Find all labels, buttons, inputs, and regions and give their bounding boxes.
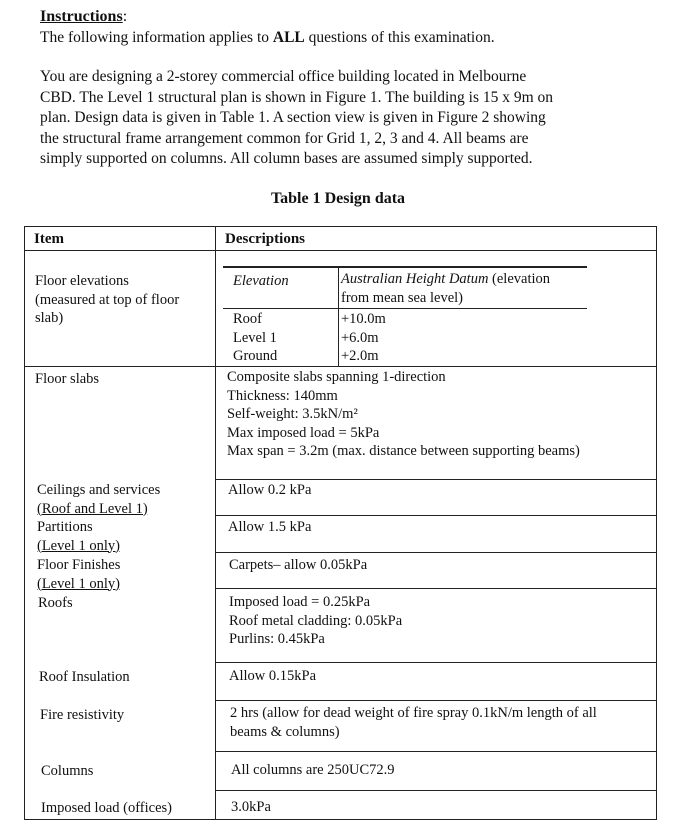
row-floor-slabs-item: Floor slabs <box>35 371 100 387</box>
row-columns-item: Columns <box>41 763 94 779</box>
row-roofs-item: Roofs <box>38 595 73 611</box>
instructions-line: The following information applies to ALL questions of this examination. <box>40 29 495 46</box>
header-descriptions: Descriptions <box>225 231 305 247</box>
row-roofs-desc: Imposed load = 0.25kPa Roof metal cladding: 0.05kPa Purlins: 0.45kPa <box>229 594 403 647</box>
elevation-values: +10.0m +6.0m +2.0m <box>341 311 386 364</box>
row-fire-desc: 2 hrs (allow for dead weight of fire spray 0.1kN/m length of all beams & columns) <box>230 705 597 740</box>
row-floor-finishes-desc: Carpets– allow 0.05kPa <box>229 557 368 573</box>
row-columns-desc: All columns are 250UC72.9 <box>231 762 395 778</box>
row-partitions-item: Partitions (Level 1 only) <box>37 519 120 554</box>
row-imposed-load-item: Imposed load (offices) <box>41 800 172 816</box>
row-floor-slabs-desc: Composite slabs spanning 1-direction Thickness: 140mm Self-weight: 3.5kN/m² Max imposed load = 5kPa Max span = 3.2m (max. distance between supporting beams) <box>227 369 580 459</box>
row-roof-insulation-desc: Allow 0.15kPa <box>229 668 316 684</box>
row-floor-elevations: Floor elevations (measured at top of floor slab) <box>35 273 180 326</box>
row-ceilings-item: Ceilings and services (Roof and Level 1) <box>37 482 161 517</box>
row-fire-item: Fire resistivity <box>40 707 125 723</box>
elevation-levels: Roof Level 1 Ground <box>233 311 278 364</box>
row-imposed-load-desc: 3.0kPa <box>231 799 271 815</box>
row-floor-finishes-item: Floor Finishes (Level 1 only) <box>37 557 121 592</box>
design-data-table <box>24 226 656 820</box>
table-title: Table 1 Design data <box>270 190 406 207</box>
ahd-header: Australian Height Datum (elevation from mean sea level) <box>341 271 551 306</box>
header-item: Item <box>34 231 64 247</box>
project-description: You are designing a 2-storey commercial office building located in Melbourne CBD. The Level 1 structural plan is shown in Figure 1. The building is 15 x 9m on plan. Design data is given in Table 1. A section view is given in Figure 2 showing the structural frame arrangement common for Grid 1, 2, 3 and 4. All beams are simply supported on columns. All column bases are assumed simply supported. <box>40 68 554 167</box>
row-ceilings-desc: Allow 0.2 kPa <box>228 482 312 498</box>
row-partitions-desc: Allow 1.5 kPa <box>228 519 312 535</box>
instructions-heading: Instructions: <box>40 8 128 25</box>
row-roof-insulation-item: Roof Insulation <box>39 669 130 685</box>
elevation-header: Elevation <box>233 273 289 289</box>
